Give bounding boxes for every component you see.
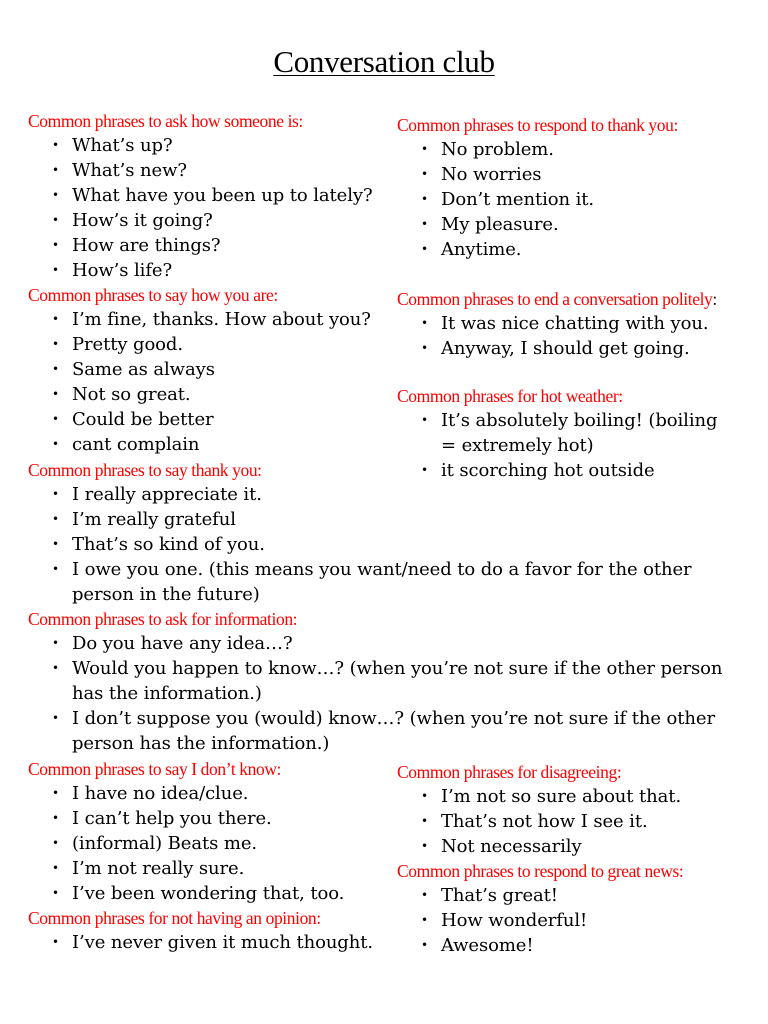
bullet-icon: • (52, 636, 59, 650)
section-heading: Common phrases to ask for information: (28, 609, 298, 629)
list-item (28, 881, 388, 906)
phrase-list (28, 307, 388, 457)
list-item-text: I’m really grateful (72, 509, 236, 530)
bullet-icon: • (52, 512, 59, 526)
list-item (28, 432, 388, 457)
bullet-icon: • (421, 167, 428, 181)
bullet-icon: • (421, 814, 428, 828)
list-item (28, 208, 388, 233)
list-item (28, 781, 388, 806)
phrase-list (397, 137, 717, 262)
list-item (28, 307, 388, 332)
bullet-icon: • (421, 217, 428, 231)
bullet-icon: • (52, 337, 59, 351)
list-item (397, 784, 727, 809)
list-item-text: What’s new? (72, 160, 187, 181)
list-item-text: That’s so kind of you. (72, 534, 265, 555)
list-item-text: I don’t suppose you (would) know…? (when you’re not sure if the other person has the information.) (72, 708, 715, 754)
section-heading (397, 287, 727, 311)
list-item-text: I can’t help you there. (72, 808, 272, 829)
section-end-conversation (397, 287, 727, 361)
list-item-text: How’s life? (72, 260, 173, 281)
section-great-news (397, 859, 707, 958)
bullet-icon: • (52, 786, 59, 800)
bullet-icon: • (52, 487, 59, 501)
list-item (397, 137, 717, 162)
list-item (28, 656, 728, 706)
list-item (28, 133, 388, 158)
phrase-list (28, 482, 708, 607)
section-heading: Common phrases to say how you are: (28, 285, 278, 305)
list-item-text: I’ve never given it much thought. (72, 932, 373, 953)
list-item (397, 908, 707, 933)
section-heading: Common phrases to say I don’t know: (28, 759, 282, 779)
phrase-list (397, 883, 707, 958)
section-ask-how (28, 109, 388, 283)
bullet-icon: • (421, 242, 428, 256)
phrase-list (397, 784, 727, 859)
list-item-text: I owe you one. (this means you want/need to do a favor for the other person in the future) (72, 559, 692, 605)
list-item (397, 237, 717, 262)
bullet-icon: • (421, 316, 428, 330)
list-item-text: How’s it going? (72, 210, 213, 231)
bullet-icon: • (421, 913, 428, 927)
list-item-text: I’ve been wondering that, too. (72, 883, 345, 904)
bullet-icon: • (421, 142, 428, 156)
list-item (28, 382, 388, 407)
list-item-text: it scorching hot outside (441, 460, 655, 481)
bullet-icon: • (52, 836, 59, 850)
bullet-icon: • (52, 537, 59, 551)
list-item-text: I’m not so sure about that. (441, 786, 682, 807)
section-heading: Common phrases to say thank you: (28, 460, 262, 480)
list-item (28, 233, 388, 258)
bullet-icon: • (52, 213, 59, 227)
section-heading: Common phrases to respond to great news: (397, 861, 684, 881)
bullet-icon: • (52, 387, 59, 401)
section-disagreeing (397, 760, 727, 859)
bullet-icon: • (52, 263, 59, 277)
list-item-text: No worries (441, 164, 542, 185)
section-dont-know (28, 757, 388, 906)
list-item-text: I’m fine, thanks. How about you? (72, 309, 371, 330)
bullet-icon: • (421, 413, 428, 427)
list-item-text: That’s great! (441, 885, 558, 906)
list-item (397, 336, 727, 361)
bullet-icon: • (52, 238, 59, 252)
list-item (28, 258, 388, 283)
bullet-icon: • (421, 888, 428, 902)
list-item-text: It was nice chatting with you. (441, 313, 709, 334)
bullet-icon: • (52, 412, 59, 426)
bullet-icon: • (52, 437, 59, 451)
list-item-text: My pleasure. (441, 214, 559, 235)
list-item (28, 183, 388, 208)
list-item (28, 631, 728, 656)
list-item (28, 930, 398, 955)
section-heading: Common phrases for disagreeing: (397, 762, 622, 782)
list-item-text: How wonderful! (441, 910, 588, 931)
list-item-text: I have no idea/clue. (72, 783, 249, 804)
phrase-list (397, 311, 727, 361)
bullet-icon: • (421, 463, 428, 477)
section-heading-text: Common phrases to end a conversation politely (397, 289, 713, 309)
section-heading: Common phrases to ask how someone is: (28, 111, 303, 131)
section-say-how (28, 283, 388, 457)
list-item (28, 856, 388, 881)
section-heading: Common phrases for not having an opinion: (28, 908, 321, 928)
list-item-text: Would you happen to know…? (when you’re not sure if the other person has the information.) (72, 658, 723, 704)
bullet-icon: • (421, 839, 428, 853)
bullet-icon: • (52, 861, 59, 875)
list-item (397, 162, 717, 187)
phrase-list (397, 408, 727, 483)
list-item (397, 187, 717, 212)
section-respond-thanks (397, 113, 717, 262)
list-item-text: That’s not how I see it. (441, 811, 648, 832)
bullet-icon: • (421, 789, 428, 803)
list-item-text: Awesome! (441, 935, 534, 956)
list-item (28, 532, 708, 557)
section-ask-info (28, 607, 728, 756)
bullet-icon: • (421, 192, 428, 206)
list-item-text: cant complain (72, 434, 200, 455)
bullet-icon: • (52, 312, 59, 326)
section-heading: Common phrases to respond to thank you: (397, 115, 678, 135)
phrase-list (28, 631, 728, 756)
list-item (28, 158, 388, 183)
bullet-icon: • (52, 362, 59, 376)
list-item (397, 834, 727, 859)
list-item-text: Do you have any idea…? (72, 633, 293, 654)
list-item-text: Pretty good. (72, 334, 183, 355)
section-heading-suffix: : (712, 289, 717, 309)
list-item (28, 482, 708, 507)
list-item-text: What’s up? (72, 135, 173, 156)
bullet-icon: • (421, 938, 428, 952)
list-item (28, 332, 388, 357)
list-item (397, 458, 727, 483)
list-item-text: Not necessarily (441, 836, 582, 857)
list-item-text: It’s absolutely boiling! (boiling = extremely hot) (441, 410, 718, 456)
bullet-icon: • (52, 661, 59, 675)
list-item (397, 311, 727, 336)
list-item-text: How are things? (72, 235, 221, 256)
bullet-icon: • (52, 711, 59, 725)
phrase-list (28, 133, 388, 283)
page-title: Conversation club (273, 44, 495, 79)
phrase-list (28, 781, 388, 906)
bullet-icon: • (52, 138, 59, 152)
phrase-list (28, 930, 398, 955)
bullet-icon: • (52, 935, 59, 949)
list-item-text: Anyway, I should get going. (441, 338, 690, 359)
list-item-text: Not so great. (72, 384, 191, 405)
bullet-icon: • (52, 886, 59, 900)
bullet-icon: • (52, 562, 59, 576)
list-item-text: I really appreciate it. (72, 484, 262, 505)
list-item-text: I’m not really sure. (72, 858, 245, 879)
list-item (28, 357, 388, 382)
list-item (28, 507, 708, 532)
section-heading: Common phrases for hot weather: (397, 386, 623, 406)
list-item (28, 557, 708, 607)
bullet-icon: • (52, 811, 59, 825)
list-item (397, 883, 707, 908)
list-item (28, 407, 388, 432)
list-item-text: Could be better (72, 409, 214, 430)
list-item (28, 806, 388, 831)
list-item-text: Don’t mention it. (441, 189, 595, 210)
list-item (28, 706, 728, 756)
list-item (397, 933, 707, 958)
list-item-text: No problem. (441, 139, 554, 160)
list-item-text: Anytime. (441, 239, 522, 260)
section-hot-weather (397, 384, 727, 483)
list-item-text: Same as always (72, 359, 215, 380)
list-item-text: (informal) Beats me. (72, 833, 258, 854)
section-no-opinion (28, 906, 398, 955)
bullet-icon: • (52, 163, 59, 177)
list-item (397, 212, 717, 237)
bullet-icon: • (421, 341, 428, 355)
list-item (397, 408, 727, 458)
list-item (397, 809, 727, 834)
list-item (28, 831, 388, 856)
bullet-icon: • (52, 188, 59, 202)
list-item-text: What have you been up to lately? (72, 185, 373, 206)
